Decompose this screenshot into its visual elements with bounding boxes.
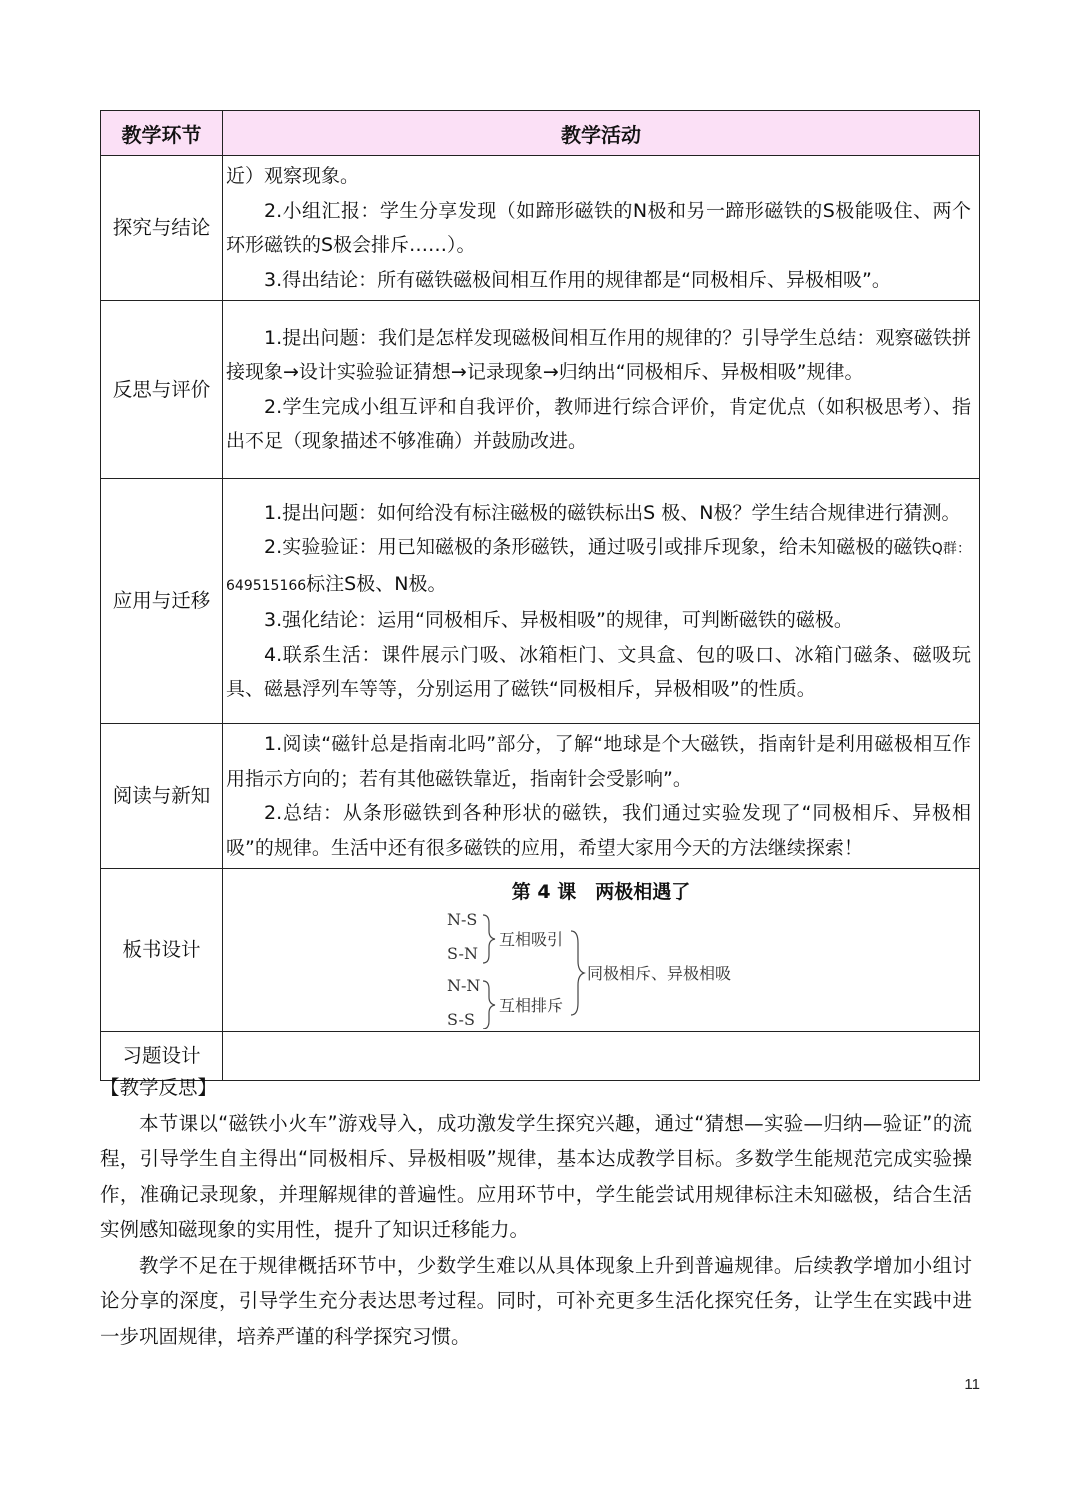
reflection-paragraph: 教学不足在于规律概括环节中，少数学生难以从具体现象上升到普遍规律。后续教学增加小组讨论分享的深度，引导学生充分表达思考过程。同时，可补充更多生活化探究任务，让学生在实践中进一步巩固规律，培养严谨的科学探究习惯。 <box>100 1253 972 1348</box>
section-label: 板书设计 <box>101 869 223 1032</box>
activity-cell <box>223 479 980 724</box>
activity-cell <box>223 156 980 301</box>
group-attract-label: 互相吸引 <box>499 930 564 949</box>
activity-line-text: 2.实验验证：用已知磁极的条形磁铁，通过吸引或排斥现象，给未知磁极的磁铁 <box>264 536 932 558</box>
brace-conclusion <box>571 931 584 1015</box>
section-label: 应用与迁移 <box>101 479 223 724</box>
section-label: 习题设计 <box>101 1032 223 1081</box>
table-row <box>101 301 980 479</box>
reflection-heading: 【教学反思】 <box>100 1076 218 1099</box>
pair-label: S-N <box>447 944 478 963</box>
conclusion-label: 同极相斥、异极相吸 <box>587 964 732 983</box>
reflection-paragraph: 本节课以“磁铁小火车”游戏导入，成功激发学生探究兴趣，通过“猜想—实验—归纳—验证”的流程，引导学生自主得出“同极相斥、异极相吸”规律，基本达成教学目标。多数学生能规范完成实验操作，准确记录现象，并理解规律的普遍性。应用环节中，学生能尝试用规律标注未知磁极，结合生活实例感知磁现象的实用性，提升了知识迁移能力。 <box>100 1111 972 1241</box>
qq-group-note: Q群：649515166 <box>226 541 971 594</box>
header-activity: 教学活动 <box>223 111 980 156</box>
group-repel-label: 互相排斥 <box>499 996 564 1015</box>
activity-line <box>226 530 971 603</box>
activity-line: 近）观察现象。 <box>226 165 360 187</box>
activity-cell <box>223 301 980 479</box>
section-label: 探究与结论 <box>101 156 223 301</box>
table-header-row <box>101 111 980 156</box>
activity-line: 1.提出问题：我们是怎样发现磁极间相互作用的规律的？引导学生总结：观察磁铁拼接现象→设计实验验证猜想→记录现象→归纳出“同极相斥、异极相吸”规律。 <box>226 326 971 383</box>
activity-cell <box>223 724 980 869</box>
activity-line: 2.总结：从条形磁铁到各种形状的磁铁，我们通过实验发现了“同极相斥、异极相吸”的规律。生活中还有很多磁铁的应用，希望大家用今天的方法继续探索！ <box>226 802 971 859</box>
activity-line: 3.得出结论：所有磁铁磁极间相互作用的规律都是“同极相斥、异极相吸”。 <box>264 268 891 291</box>
board-diagram <box>443 909 763 1029</box>
pair-label: S-S <box>447 1010 475 1029</box>
table-row <box>101 479 980 724</box>
board-design-cell <box>223 869 980 1032</box>
pair-label: N-N <box>447 976 481 995</box>
table-row <box>101 156 980 301</box>
activity-line: 1.阅读“磁针总是指南北吗”部分，了解“地球是个大磁铁，指南针是利用磁极相互作用指示方向的；若有其他磁铁靠近，指南针会受影响”。 <box>226 733 971 790</box>
brace-repel <box>483 981 495 1029</box>
brace-attract <box>483 915 495 963</box>
board-title: 第 4 课 两极相遇了 <box>511 881 691 903</box>
header-section: 教学环节 <box>101 111 223 156</box>
section-label: 阅读与新知 <box>101 724 223 869</box>
teaching-reflection <box>100 1070 972 1354</box>
activity-line: 2.学生完成小组互评和自我评价，教师进行综合评价，肯定优点（如积极思考）、指出不足（现象描述不够准确）并鼓励改进。 <box>226 395 971 452</box>
table-row <box>101 724 980 869</box>
table-row <box>101 869 980 1032</box>
section-label: 反思与评价 <box>101 301 223 479</box>
lesson-plan-table <box>100 110 980 1081</box>
activity-line: 3.强化结论：运用“同极相斥、异极相吸”的规律，可判断磁铁的磁极。 <box>264 609 853 631</box>
activity-line-text: 标注S极、N极。 <box>306 572 447 595</box>
page-number: 11 <box>964 1376 980 1393</box>
pair-label: N-S <box>447 910 478 929</box>
activity-line: 2.小组汇报：学生分享发现（如蹄形磁铁的N极和另一蹄形磁铁的S极能吸住、两个环形磁铁的S极会排斥……）。 <box>226 199 971 256</box>
activity-line: 4.联系生活：课件展示门吸、冰箱柜门、文具盒、包的吸口、冰箱门磁条、磁吸玩具、磁悬浮列车等等，分别运用了磁铁“同极相斥，异极相吸”的性质。 <box>226 643 971 700</box>
activity-line: 1.提出问题：如何给没有标注磁极的磁铁标出S 极、N极？学生结合规律进行猜测。 <box>264 501 961 524</box>
